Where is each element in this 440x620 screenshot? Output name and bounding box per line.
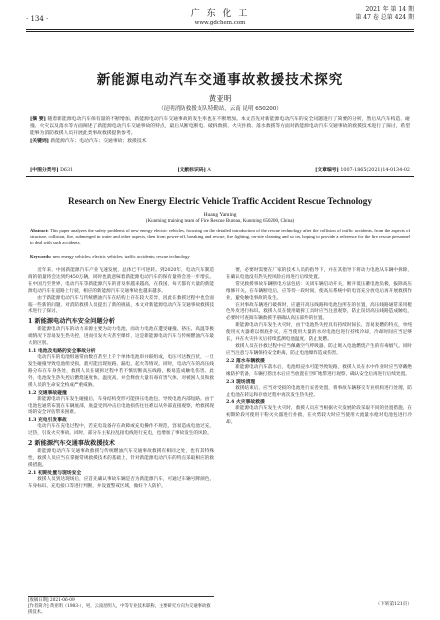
- clc-field: [30, 166, 73, 173]
- clc-label: [中图分类号]: [30, 167, 59, 173]
- doc-code-value: A: [207, 168, 211, 173]
- doc-code-field: [177, 166, 211, 173]
- body-paragraph: 救援结束后，应当对受损的电池进行妥善处置，将事故车辆移交专业机构进行处理，防止电池在转运和存放过程中再次发生热失控。: [226, 385, 412, 398]
- classification-row: [30, 166, 410, 173]
- body-paragraph: 电动汽车的电池组通常由数百甚至上千个单体电池串并联组成，电压可达数百伏，一旦发生碰撞导致电池组受损，就可能出现短路、漏电、起火等情况。同时，电动汽车的高压线路分布在车身各处，救援人员在破拆过程中若不慎切断高压线路，极易造成触电伤害。此外，电池发生热失控后燃烧速度快、温度高，并会释放大量有毒有害气体，对被困人员和救援人员的生命安全构成严重威胁。: [28, 355, 214, 388]
- body-column-right: [226, 268, 412, 427]
- affiliation-cn: （昆明消防救援支队特勤站，云南 昆明 650200）: [158, 106, 282, 112]
- abstract-label: [摘 要]: [30, 116, 46, 122]
- subsection-heading: 2.2 落水车辆救援: [226, 357, 265, 364]
- doc-code-label: [文献标识码]: [177, 167, 206, 173]
- author-bio: [作者简介] 黄亚明（1983-），男，云南昆明人，中等专业技术职称，主要研究方向为交通事故救援技术。: [28, 603, 211, 615]
- abstract-en-label: Abstract:: [30, 228, 49, 233]
- subsection-heading: 2.1 初期处置与现场安全: [28, 469, 82, 476]
- intro-paragraph: 近年来，中国新能源汽车产业飞速发展，总体已不可逆转。到2020年，电动汽车制造商的销量将会达到约450万辆，同时也就意味着新能源电动汽车的保有量将会进一步增长。在中国乃至世界，电动汽车等新能源汽车的普及率越来越高，在我国，每天都有大量的新能源电动汽车在道路上行驶，相应的新能源汽车交通事故也越来越多。: [28, 268, 214, 294]
- affiliation-en: (Kunming training team of Fire Rescue Bureau, Kunming 650200, China): [145, 219, 295, 224]
- page-number: · 134 ·: [26, 15, 49, 23]
- article-id-value: 1007-1865(2021)14-0134-02: [340, 168, 410, 173]
- year-issue: 2021 年 第 14 期: [365, 6, 414, 13]
- keywords-text-cn: 新能源汽车；电动汽车；交通事故；救援技术: [50, 139, 147, 145]
- keywords-label: [关键词]: [30, 138, 49, 145]
- journal-header: [150, 6, 290, 26]
- body-paragraph: 要，必要时需要在厂家的技术人员的指导下，并在其指导下将动力电池从车辆中拆除，在确认电池没有热失控风险后再进行后续处置。: [226, 268, 412, 280]
- body-paragraph: 救援人员到达现场后，应首先确认事故车辆是否为新能源汽车，可通过车辆号牌颜色、车身标识、充电接口等进行判断，并设置警戒区域，做好个人防护。: [28, 476, 214, 489]
- subsection-heading: 1.1 电池及电路的安全事故分析: [28, 348, 96, 355]
- abstract-rule: [26, 176, 414, 177]
- abstract-cn: [30, 116, 410, 146]
- body-paragraph: 新能源电动汽车交通事故救援与传统燃油汽车交通事故救援有相同之处，也有其特殊性，救援人员应当在掌握常规救援技术的基础上，针对新能源电动汽车的特点采取相应的救援措施。: [28, 449, 214, 468]
- volume-info: 第 47 卷 总第 424 期: [355, 14, 414, 21]
- keywords-text-en: new energy vehicles; electric vehicles; traffic accidents; rescue technology: [52, 254, 190, 259]
- issue-info: [355, 6, 414, 22]
- body-paragraph: 新能源电动汽车发生火灾时，救援人员应当根据火灾发展阶段采取不同的处置措施，在初期阶段可使用干粉灭火器进行扑救，在火势较大时应当使用大流量水枪对电池包进行冷却。: [226, 406, 412, 426]
- article-id-field: [315, 166, 410, 173]
- body-paragraph: 在对事故车辆进行破拆时，应避开高压线路和电池包所在的位置，高压线路通常采用橙色外皮进行标识。救援人员在使用破拆工具时应当注意观察，防止误切高压线路造成触电，必要时可查阅车辆救援手册确认高压部件的位置。: [226, 302, 412, 322]
- abstract-text-en: This paper analyzes the safety problems of new energy electric vehicles, focusing on the detailed introduction of the rescue technology after the collision of traffic accidents, from the aspects of structure, collision, fire, submerged in water and other aspects, then from power-off, breaking and rescue, fire fighting, on-site cleaning and so on, hoping to provide a reference for the fire rescue personnel to deal with such accidents.: [30, 228, 410, 246]
- intro-paragraph: 由于新能源电动汽车与传统燃油汽车在结构上存在较大差异，因此在救援过程中也会面临一些新的问题，对消防救援人员提出了新的挑战，本文对新能源电动汽车交通事故救援技术进行了探讨。: [28, 295, 214, 315]
- body-paragraph: 常见救援事故车辆断电方法包括：关闭车辆启动开关，断开低压蓄电池负极，拔除高压维修开关。在车辆断电后，应等待一段时间，使高压系统中的电容充分放电后再开展救援作业，避免触电事故的发生。: [226, 281, 412, 301]
- keywords-cn-row: [30, 138, 410, 146]
- body-paragraph: 新能源电动汽车发生碰撞后，车身结构变形可能挤压电池包，导致电池内部短路。由于电池包通常布置在车辆底部，底盘受到冲击后电池损伤往往难以从外部直接观察，给救援现场的安全评估带来困难。: [28, 396, 214, 416]
- subsection-heading: 2.4 火灾事故救援: [226, 399, 265, 406]
- body-paragraph: 新能源电动汽车发生火灾时，由于电池热失控具有持续时间长、容易复燃的特点，单纯使用灭火器难以彻底扑灭，应当使用大量的水对电池包进行持续冷却，冷却时间应当足够长，并在火灾扑灭后持续监测电池温度，防止复燃。: [226, 323, 412, 343]
- body-paragraph: 救援人员在扑救过程中应当佩戴空气呼吸器，防止吸入电池燃烧产生的有毒烟气。同时应当注意与车辆保持安全距离，防止电池爆炸造成伤害。: [226, 343, 412, 356]
- body-paragraph: 新能源电动汽车的动力来源主要为动力电池，而动力电池在遭受碰撞、挤压、高温等极端情况下容易发生热失控，进而引发火灾甚至爆炸，这是新能源电动汽车与传统燃油汽车最大的区别。: [28, 327, 214, 347]
- footnote: [28, 596, 214, 615]
- article-id-label: [文章编号]: [315, 167, 339, 173]
- article-title-cn: 新能源电动汽车交通事故救援技术探究: [96, 72, 344, 88]
- author-name-cn: 黄亚明: [208, 94, 232, 103]
- continued-note: （下转第121页）: [375, 602, 412, 607]
- body-column-left: [28, 268, 214, 491]
- abstract-en: [30, 228, 410, 247]
- header-rule-thin: [26, 31, 414, 32]
- body-paragraph: 电动汽车在充电过程中，若充电设备存在故障或充电操作不规范，容易造成电池过充、过热，引发火灾事故。同时，部分车主私拉乱接电线进行充电，也增加了事故发生的风险。: [28, 424, 214, 437]
- received-date: [收稿日期] 2021-06-09: [28, 598, 75, 603]
- journal-website: www.gdchem.com: [194, 20, 246, 26]
- journal-name-cn: 广 东 化 工: [190, 9, 250, 19]
- subsection-heading: 1.2 交通事故碰撞: [28, 389, 67, 396]
- subsection-heading: 1.3 充电引发事故: [28, 417, 67, 424]
- clc-value: D631: [60, 168, 74, 173]
- subsection-heading: 2.3 现场清理: [226, 378, 256, 385]
- section-heading: 2 新能源汽车交通事故救援技术: [28, 440, 115, 448]
- article-title-en: Research on New Energy Electric Vehicle Traffic Accident Rescue Technology: [68, 196, 372, 206]
- header-rule: [26, 29, 414, 30]
- abstract-text-cn: 随着新能源电动汽车保有量的不断增加，新能源电动汽车交通事故的发生率也在不断增加。本文首先对新能源电动汽车的安全问题进行了简要的分析，然后从汽车构造、碰撞、火灾以及落水等方面阐述了新能源电动汽车交通事故的特点，最后从断电断电、破拆救援、火灾扑救、落水救援等方面对新能源电动汽车交通事故的救援技术进行了探讨，希望能够为消防救援人员开展此类事故救援提供参考。: [30, 117, 410, 136]
- author-name-en: Huang Yaming: [203, 212, 237, 218]
- keywords-en-row: [30, 254, 410, 259]
- section-heading: 1 新能源电动汽车安全问题分析: [28, 318, 115, 326]
- body-paragraph: 新能源电动汽车落水后，电池组浸水可能导致短路，救援人员在水中作业时应当穿戴绝缘防护装备，车辆打捞出水后应当放置在空旷地带进行观察，确认安全后再进行后续处置。: [226, 364, 412, 377]
- keywords-en-label: Keywords:: [30, 254, 52, 259]
